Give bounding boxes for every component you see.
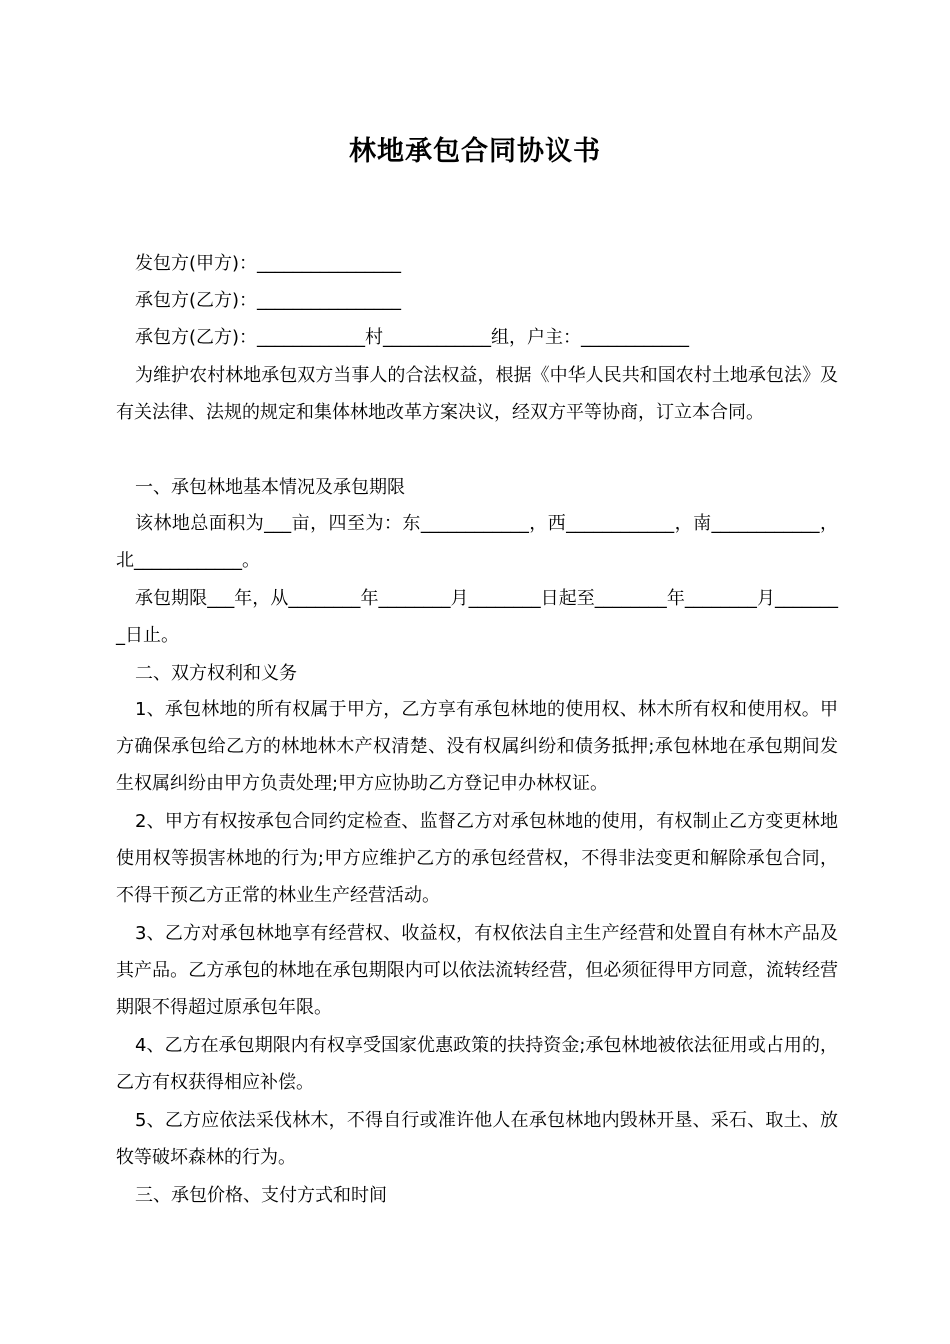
preamble-paragraph: 为维护农村林地承包双方当事人的合法权益，根据《中华人民共和国农村土地承包法》及有关法律、法规的规定和集体林地改革方案决议，经双方平等协商，订立本合同。: [116, 365, 838, 423]
clause-3-paragraph: 3、乙方对承包林地享有经营权、收益权，有权依法自主生产经营和处置自有林木产品及其产品。乙方承包的林地在承包期限内可以依法流转经营，但必须征得甲方同意，流转经营期限不得超过原承包年限。: [116, 923, 838, 1018]
section-3-heading: 三、承包价格、支付方式和时间: [135, 1185, 387, 1206]
section-2-heading: 二、双方权利和义务: [135, 663, 297, 684]
party-b-line: 承包方(乙方)：________________: [135, 290, 402, 311]
land-area-paragraph: 该林地总面积为___亩，四至为：东____________，西____________，南____________，北____________。: [116, 513, 838, 571]
clause-1-paragraph: 1、承包林地的所有权属于甲方，乙方享有承包林地的使用权、林木所有权和使用权。甲方确保承包给乙方的林地林木产权清楚、没有权属纠纷和债务抵押;承包林地在承包期间发生权属纠纷由甲方负责处理;甲方应协助乙方登记申办林权证。: [116, 699, 838, 794]
clause-2-paragraph: 2、甲方有权按承包合同约定检查、监督乙方对承包林地的使用，有权制止乙方变更林地使用权等损害林地的行为;甲方应维护乙方的承包经营权，不得非法变更和解除承包合同，不得干预乙方正常的林业生产经营活动。: [116, 811, 838, 906]
party-a-line: 发包方(甲方)：________________: [135, 253, 402, 274]
clause-4-paragraph: 4、乙方在承包期限内有权享受国家优惠政策的扶持资金;承包林地被依法征用或占用的，乙方有权获得相应补偿。: [116, 1035, 838, 1093]
clause-5-paragraph: 5、乙方应依法采伐林木，不得自行或准许他人在承包林地内毁林开垦、采石、取土、放牧等破坏森林的行为。: [116, 1110, 838, 1168]
term-paragraph: 承包期限___年，从________年________月________日起至________年________月________日止。: [116, 588, 838, 646]
party-b-address-line: 承包方(乙方)：____________村____________组，户主：____________: [135, 327, 690, 348]
document-title: 林地承包合同协议书: [349, 136, 601, 167]
section-1-heading: 一、承包林地基本情况及承包期限: [135, 477, 405, 498]
